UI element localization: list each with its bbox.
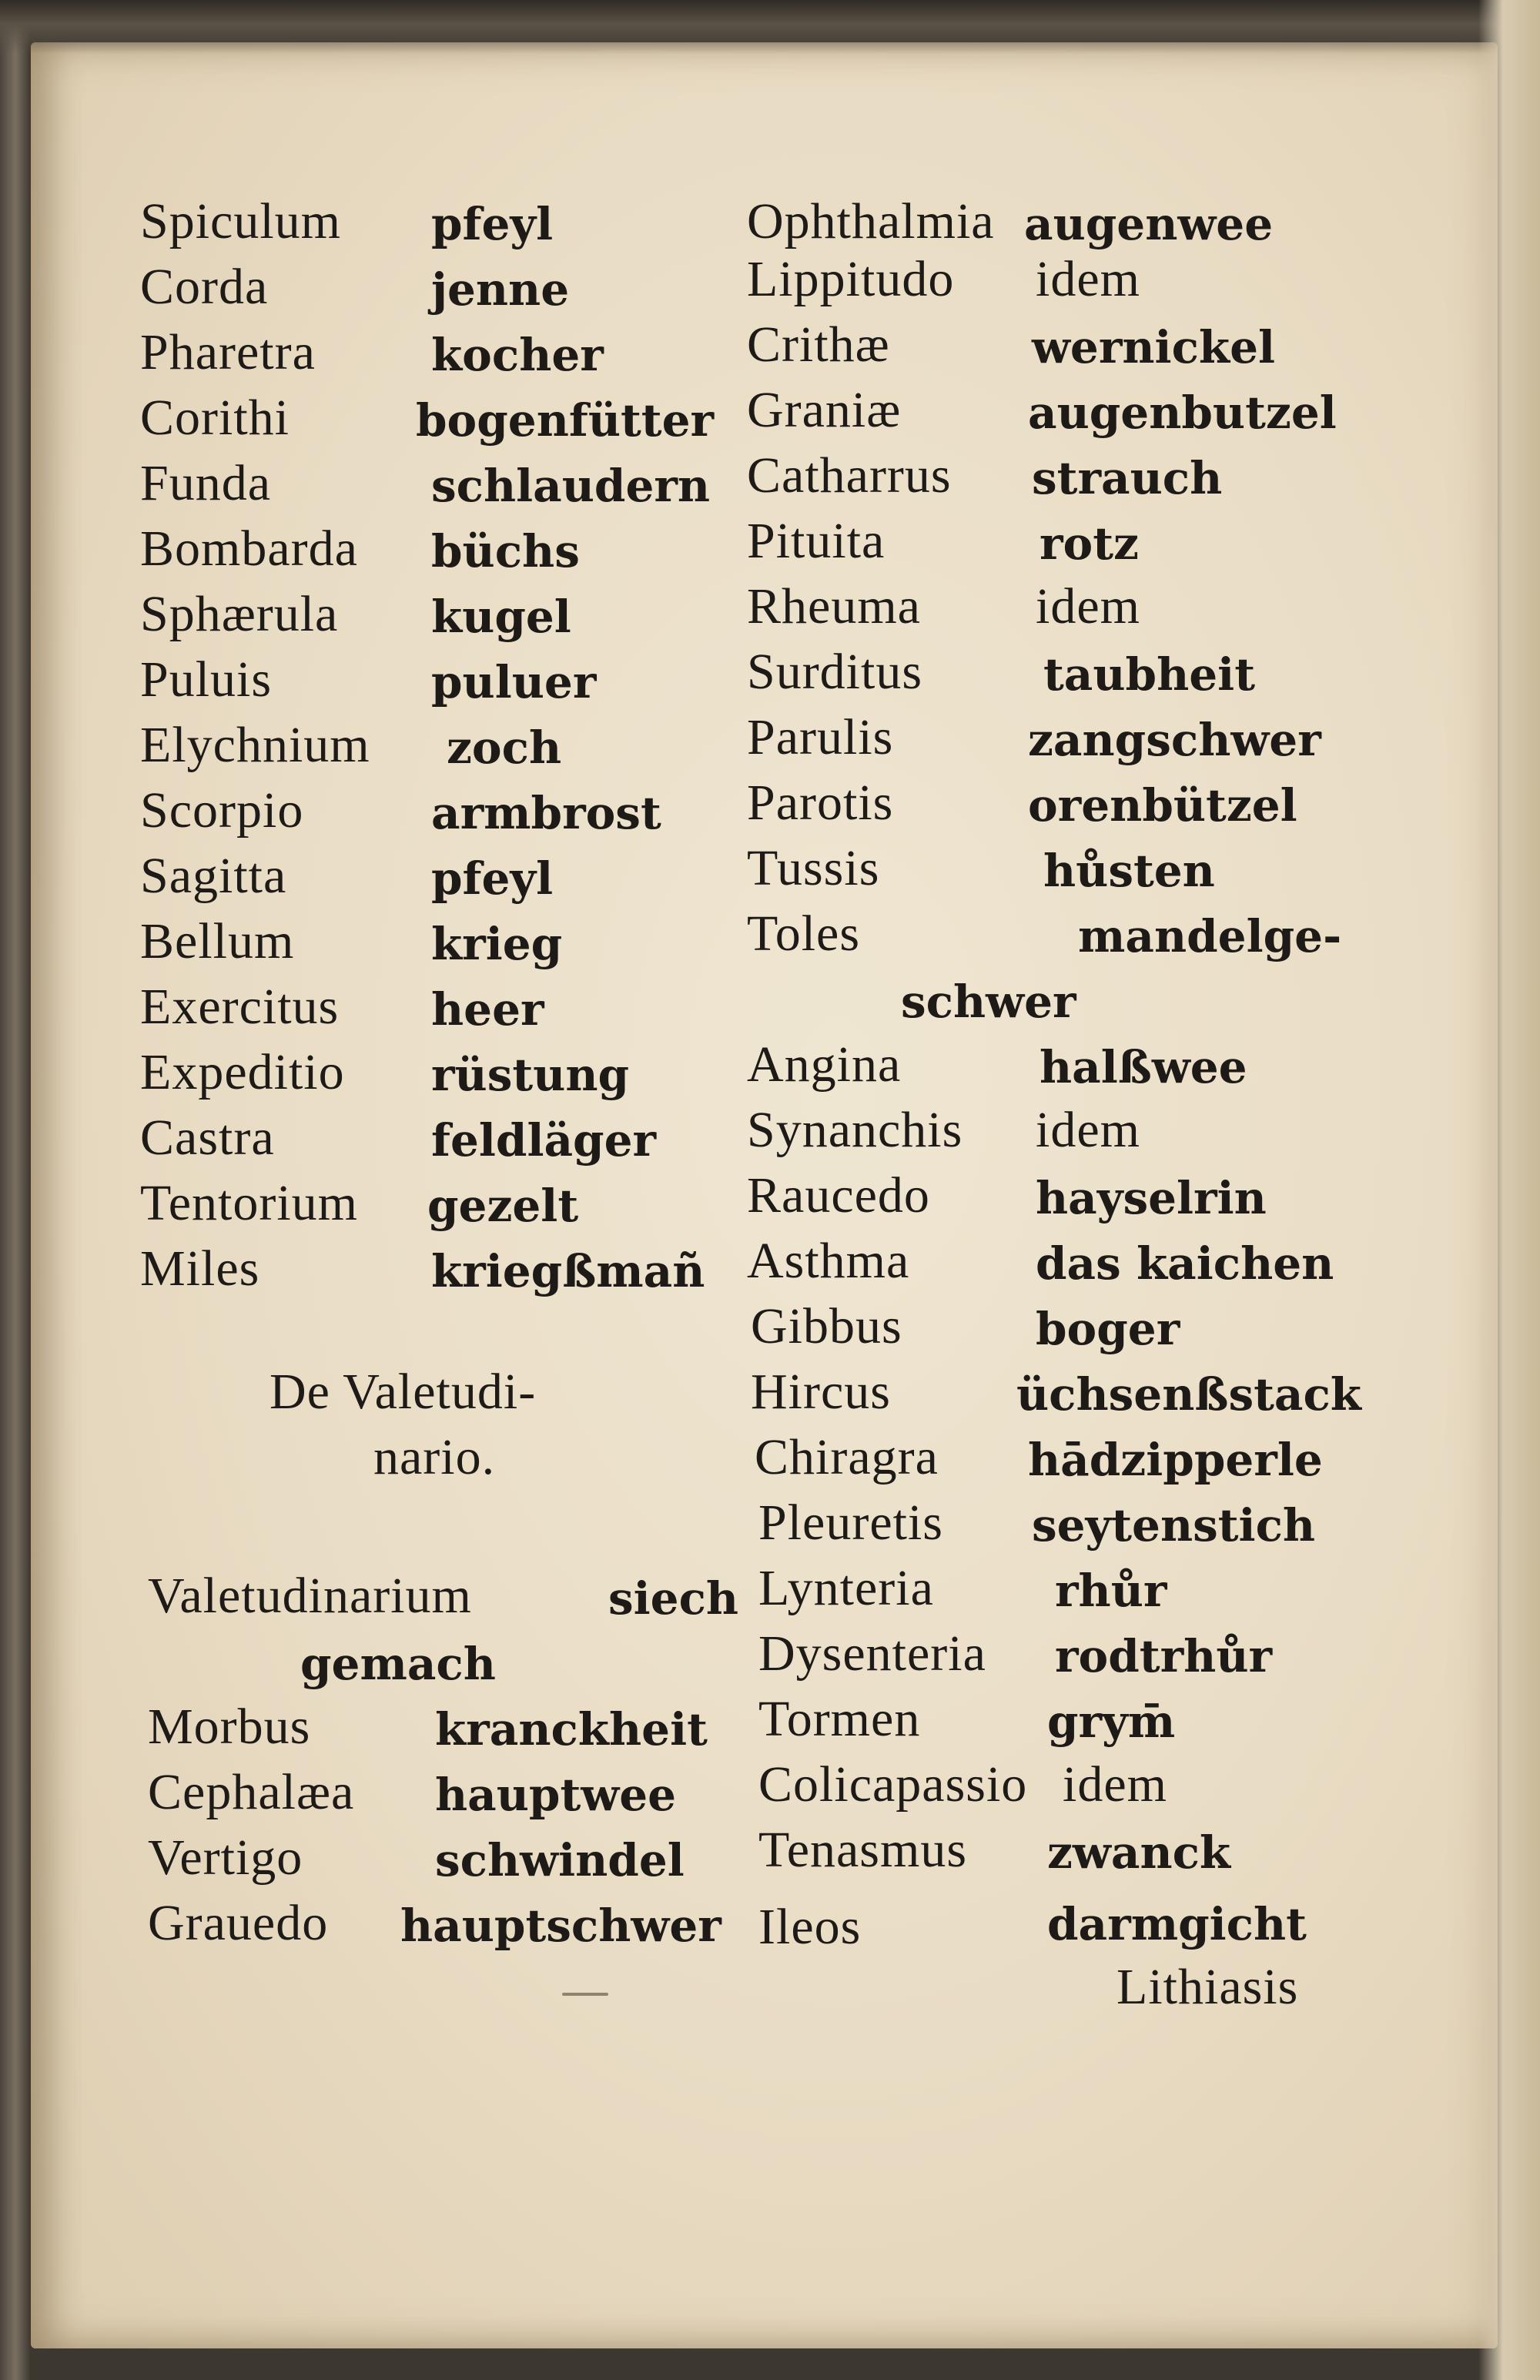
heading-line-2: nario. [373, 1429, 496, 1485]
latin-term: Bombarda [140, 521, 358, 577]
page-top-shadow [0, 0, 1540, 54]
latin-term: Castra [140, 1110, 275, 1166]
latin-term: Lippitudo [747, 251, 955, 307]
german-term: taubheit [1043, 648, 1255, 701]
latin-term: Synanchis [747, 1102, 963, 1158]
german-term: feldläger [431, 1114, 657, 1167]
latin-term: Valetudinarium [148, 1568, 472, 1624]
latin-term: Graniæ [747, 382, 902, 438]
latin-term: Crithæ [747, 316, 890, 373]
latin-term: Corda [140, 259, 269, 315]
german-term: büchs [431, 525, 580, 577]
german-term: pfeyl [431, 198, 554, 250]
german-term: grym̄ [1047, 1695, 1176, 1748]
german-term: rotz [1040, 517, 1139, 570]
page-right-edge [1478, 0, 1540, 2380]
german-term: mandelge- [1078, 910, 1342, 962]
german-term: idem [1036, 578, 1140, 634]
german-term: schwindel [435, 1834, 685, 1886]
german-term: pfeyl [431, 852, 554, 905]
footer-ink-mark [562, 1993, 608, 1996]
german-term: gemach [300, 1638, 496, 1690]
latin-term: Miles [140, 1240, 260, 1297]
german-term: kriegßmañ [431, 1245, 705, 1297]
latin-term: Toles [747, 905, 861, 962]
german-term: zoch [447, 721, 562, 774]
german-term: rhůr [1055, 1565, 1167, 1617]
latin-term: Cephalæa [148, 1764, 355, 1820]
latin-term: Scorpio [140, 782, 304, 839]
german-term: zwanck [1047, 1826, 1231, 1879]
german-term: rodtrhůr [1055, 1630, 1273, 1682]
latin-term: Catharrus [747, 447, 952, 504]
german-term: darmgicht [1047, 1898, 1307, 1950]
german-term: hayselrin [1036, 1172, 1267, 1224]
german-term: schwer [901, 976, 1076, 1028]
german-term: augenbutzel [1028, 387, 1337, 439]
german-term: heer [431, 983, 544, 1036]
latin-term: Tussis [747, 840, 880, 896]
latin-term: Grauedo [148, 1895, 329, 1951]
latin-term: Corithi [140, 390, 290, 446]
german-term: puluer [431, 656, 597, 708]
latin-term: Tenasmus [758, 1822, 968, 1878]
latin-term: Exercitus [140, 979, 340, 1035]
german-term: schlaudern [431, 460, 711, 512]
latin-term: Dysenteria [758, 1625, 986, 1682]
german-term: wernickel [1032, 321, 1276, 373]
german-term: boger [1036, 1303, 1180, 1355]
latin-term: Gibbus [751, 1298, 902, 1354]
latin-term: Pharetra [140, 324, 316, 380]
german-term: strauch [1032, 452, 1223, 504]
german-term: halßwee [1040, 1041, 1247, 1093]
german-term: üchsenßstack [1016, 1368, 1361, 1421]
german-term: idem [1036, 251, 1140, 307]
latin-term: Parulis [747, 709, 894, 765]
latin-term: Elychnium [140, 717, 370, 773]
latin-term: Puluis [140, 651, 273, 708]
german-term: krieg [431, 918, 563, 970]
latin-term: Rheuma [747, 578, 921, 634]
german-term: orenbützel [1028, 779, 1297, 832]
latin-term: Parotis [747, 775, 894, 831]
german-term: bogenfütter [416, 394, 715, 447]
german-term: idem [1036, 1102, 1140, 1158]
latin-term: Ileos [758, 1899, 862, 1955]
german-term: kranckheit [435, 1703, 708, 1756]
latin-term: Angina [747, 1036, 902, 1093]
german-term: augenwee [1024, 198, 1274, 250]
german-term: hauptwee [435, 1769, 676, 1821]
german-term: hůsten [1043, 845, 1215, 897]
latin-term: Ophthalmia [747, 193, 995, 249]
german-term: hauptschwer [400, 1900, 721, 1952]
german-term: zangschwer [1028, 714, 1321, 766]
german-term: seytenstich [1032, 1499, 1316, 1552]
latin-term: Surditus [747, 644, 923, 700]
latin-term: Vertigo [148, 1829, 303, 1886]
latin-term: Hircus [751, 1364, 891, 1420]
german-term: idem [1063, 1756, 1167, 1813]
latin-term: Tentorium [140, 1175, 358, 1231]
catchword: Lithiasis [1116, 1959, 1299, 2015]
heading-line-1: De Valetudi- [270, 1364, 537, 1420]
german-term: das kaichen [1036, 1237, 1334, 1290]
german-term: rüstung [431, 1049, 630, 1101]
latin-term: Bellum [140, 913, 295, 969]
latin-term: Spiculum [140, 193, 342, 249]
latin-term: Tormen [758, 1691, 921, 1747]
latin-term: Lynteria [758, 1560, 934, 1616]
german-term: kugel [431, 591, 571, 643]
latin-term: Expeditio [140, 1044, 345, 1100]
latin-term: Morbus [148, 1699, 311, 1755]
german-term: siech [608, 1572, 739, 1625]
latin-term: Raucedo [747, 1167, 930, 1223]
latin-term: Funda [140, 455, 271, 511]
latin-term: Asthma [747, 1233, 910, 1289]
german-term: jenne [431, 263, 570, 316]
latin-term: Sagitta [140, 848, 287, 904]
latin-term: Pituita [747, 513, 886, 569]
german-term: hādzipperle [1028, 1434, 1323, 1486]
latin-term: Sphærula [140, 586, 339, 642]
latin-term: Pleuretis [758, 1495, 943, 1551]
german-term: gezelt [427, 1180, 579, 1232]
german-term: armbrost [431, 787, 661, 839]
latin-term: Colicapassio [758, 1756, 1028, 1813]
german-term: kocher [431, 329, 604, 381]
latin-term: Chiragra [755, 1429, 939, 1485]
